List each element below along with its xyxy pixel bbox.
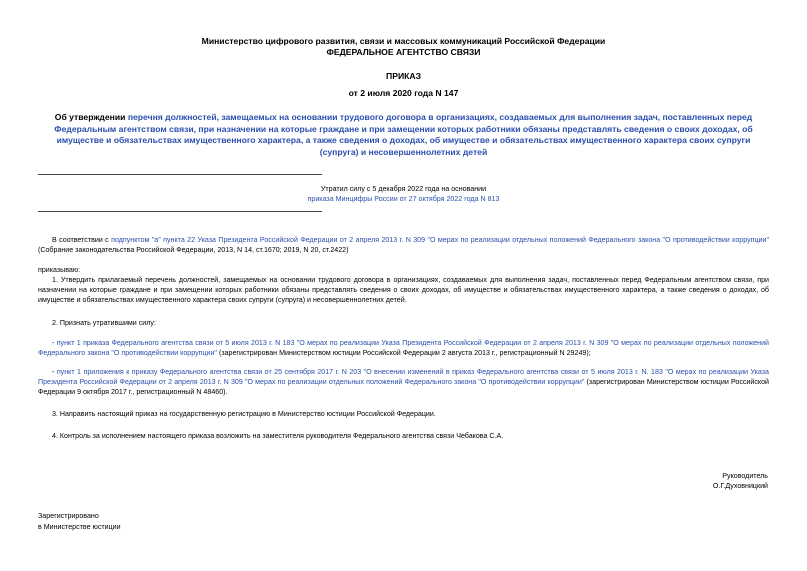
signature-position: Руководитель [722,472,768,480]
item-1: 1. Утвердить прилагаемый перечень должностей, замещаемых на основании трудового договора в организациях, создаваемых для выполнения задач, поставленных перед Федеральным агентством связи, при назначении на которые граждане и при замещении которых работники обязаны представлять сведения о своих доходах, об имуществе и обязательствах имущественного характера, а также сведения о доходах, об имуществе и обязательствах имущественного характера своих супруги (супруга) и несовершеннолетних детей. [38,276,769,305]
agency-name: ФЕДЕРАЛЬНОЕ АГЕНТСТВО СВЯЗИ [326,47,481,57]
bullet-2 [38,367,769,398]
registration-block [38,511,338,533]
bullet-1-prefix: - [52,339,57,347]
bullet-1-suffix: (зарегистрирован Министерством юстиции Российской Федерации 2 августа 2013 г., регистрационный N 29249); [216,349,591,358]
bullet-1 [38,338,769,358]
doc-date-number: от 2 июля 2020 года N 147 [348,88,459,98]
intro-suffix: (Собрание законодательства Российской Федерации, 2013, N 14, ст.1670; 2019, N 20, ст.2422) [38,246,349,255]
item-2: 2. Признать утратившими силу: [52,319,156,327]
item-4: 4. Контроль за исполнением настоящего приказа возложить на заместителя руководителя Федерального агентства связи Чебакова С.А. [52,432,504,440]
title-link[interactable]: перечня должностей, замещаемых на основании трудового договора в организациях, создаваемых для выполнения задач, поставленных перед Федеральным агентством связи, при назначении на которые граждане и при замещении которых работники обязаны представлять сведения о своих доходах, об имуществе и обязательствах имущественного характера, а также сведения о доходах, об имуществе и обязательствах имущественного характера своих супруги (супруга) и несовершеннолетних детей [54,112,753,157]
doc-type: ПРИКАЗ [386,71,421,81]
divider-bottom [38,211,322,212]
title-prefix: Об утверждении [54,112,128,122]
divider-top [38,174,322,175]
ministry-name: Министерство цифрового развития, связи и массовых коммуникаций Российской Федерации [201,36,606,46]
status-note-link[interactable]: приказа Минцифры России от 27 октября 2022 года N 813 [307,195,500,203]
bullet-2-prefix: - [52,368,57,376]
bullet-2-suffix: (зарегистрирован Министерством юстиции Российской Федерации 9 октября 2017 г., регистрационный N 48460). [38,378,769,397]
signature-name: О.Г.Духовницкий [712,482,768,491]
doc-title [38,112,769,158]
bullet-1-link[interactable]: пункт 1 приказа Федерального агентства связи от 5 июля 2013 г. N 183 "О мерах по реализации Указа Президента Российской Федерации от 2 апреля 2013 г. N 309 "О мерах по реализации отдельных положений Федерального закона "О противодействии коррупции" [38,339,770,358]
bullet-2-link[interactable]: пункт 1 приложения к приказу Федерального агентства связи от 25 сентября 2017 г. N 203 "О внесении изменений в приказ Федерального агентства связи от 5 июля 2013 г. N. 183 "О мерах по реализации Указа Президента Российской Федерации от 2 апреля 2013 г. N 309 "О мерах по реализации отдельных положений Федерального закона "О противодействии коррупции" [38,368,769,387]
intro-link[interactable]: подпунктом "а" пункта 22 Указа Президента Российской Федерации от 2 апреля 2013 г. N 309 "О мерах по реализации отдельных положений Федерального закона "О противодействии коррупции" [111,236,769,244]
status-note-line1: Утратил силу с 5 декабря 2022 года на основании [320,185,487,193]
item-3: 3. Направить настоящий приказ на государственную регистрацию в Министерство юстиции Российской Федерации. [52,410,436,418]
orders-paragraph: приказываю: [38,266,81,274]
status-note [200,184,607,204]
registration-line2: в Министерстве юстиции [38,523,121,531]
intro-prefix: В соответствии с [52,236,112,244]
registration-line1: Зарегистрировано [38,512,99,520]
intro-paragraph [38,235,769,255]
signature-block [568,471,768,491]
